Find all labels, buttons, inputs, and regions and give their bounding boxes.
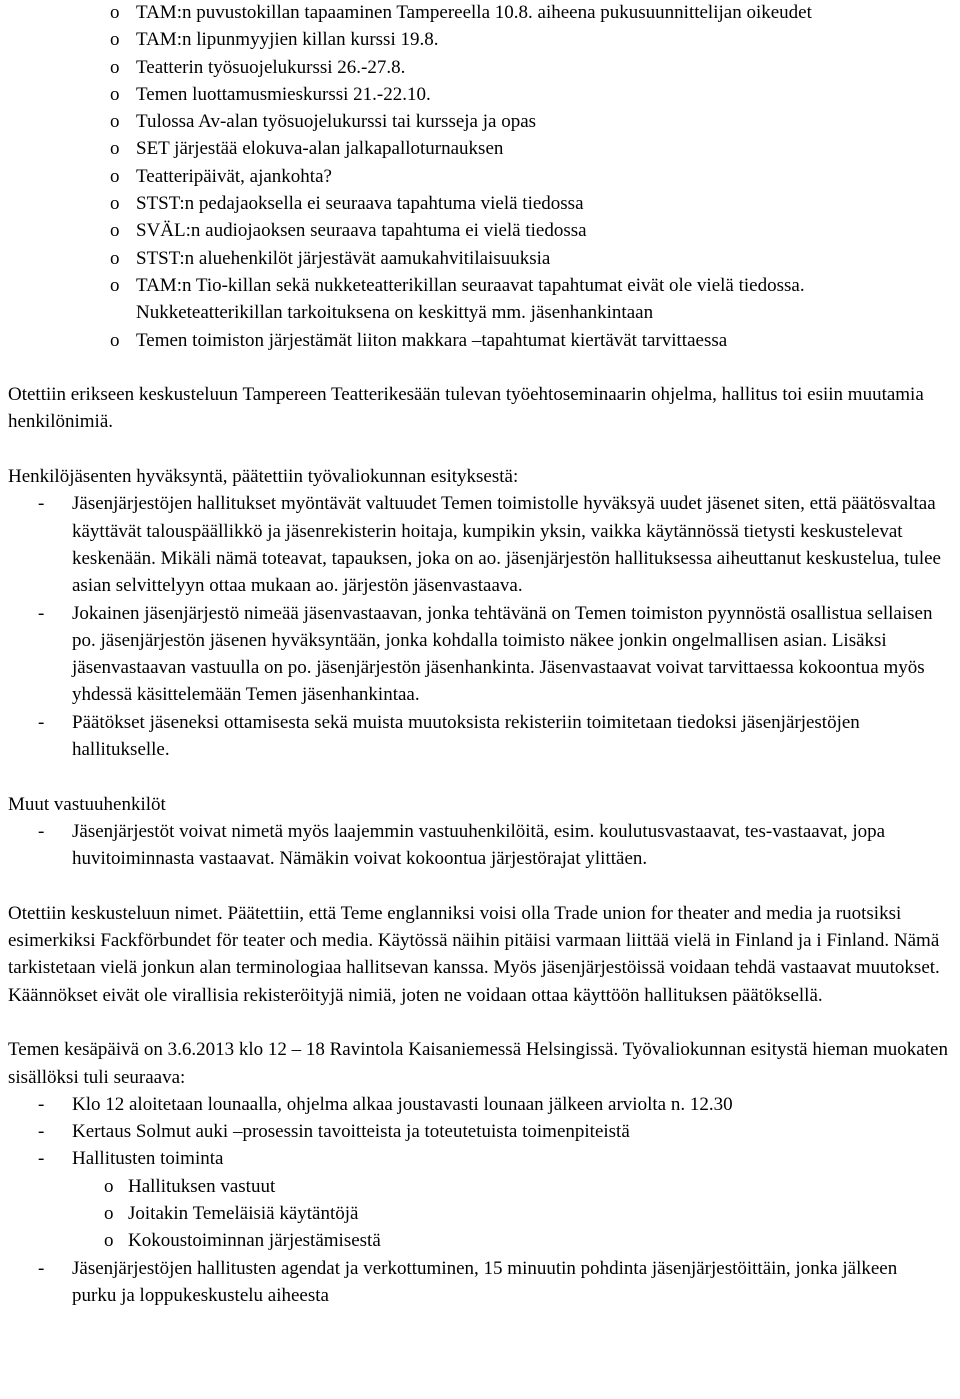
list-item-text: Tulossa Av-alan työsuojelukurssi tai kursseja ja opas bbox=[136, 111, 537, 133]
list-item-text: Kertaus Solmut auki –prosessin tavoitteista ja toteutetuista toimenpiteistä bbox=[72, 1121, 630, 1143]
bullet-marker: o bbox=[104, 1203, 114, 1225]
bullet-marker: o bbox=[110, 193, 120, 215]
list-item bbox=[8, 26, 952, 53]
list-item-text: Jäsenjärjestöjen hallitukset myöntävät valtuudet Temen toimistolle hyväksyä uudet jäsenet siten, että päätösvaltaa käyttävät talouspäällikkö ja jäsenrekisterin hoitaja, kumpikin yksin, vaikka käytännössä tietysti keskustelevat keskenään. Mikäli nämä toteavat, tapauksen, joka on ao. jäsenjärjestön hallituksessa aiheuttanut keskustelua, tulee asian selvittelyyn ottaa mukaan ao. järjestön jäsenvastaava. bbox=[72, 493, 941, 597]
names-paragraph: Otettiin keskusteluun nimet. Päätettiin, että Teme englanniksi voisi olla Trade union for theater and media ja ruotsiksi esimerkiksi Fackförbundet för teater och media. Käytössä näihin pitäisi varmaan liittää vielä in Finland ja i Finland. Nämä tarkistetaan vielä jonkun alan terminologiaa hallitsevan kanssa. Myös jäsenjärjestöissä voidaan tehdä vastaavat muutokset. Käännökset eivät ole virallisia rekisteröityjä nimiä, joten ne voidaan ottaa käyttöön hallituksen päätöksellä. bbox=[8, 902, 940, 1006]
list-item-text: SVÄL:n audiojaoksen seuraava tapahtuma ei vielä tiedossa bbox=[136, 220, 587, 242]
list-item-text: Jäsenjärjestöjen hallitusten agendat ja verkottuminen, 15 minuutin pohdinta jäsenjärjestöittäin, jonka jälkeen purku ja loppukeskustelu aiheesta bbox=[72, 1257, 898, 1306]
list-item-text: SET järjestää elokuva-alan jalkapalloturnauksen bbox=[136, 138, 504, 160]
list-item bbox=[8, 490, 952, 599]
list-item bbox=[8, 1091, 952, 1118]
dash-marker: - bbox=[38, 711, 45, 733]
spacer bbox=[8, 1009, 952, 1036]
membership-list bbox=[8, 490, 952, 763]
dash-marker: - bbox=[38, 602, 45, 624]
seminar-paragraph: Otettiin erikseen keskusteluun Tampereen Teatterikesään tulevan työehtoseminaarin ohjelma, hallitus toi esiin muutamia henkilönimiä. bbox=[8, 384, 924, 433]
bullet-marker: o bbox=[110, 29, 120, 51]
list-item bbox=[8, 245, 952, 272]
list-item bbox=[8, 600, 952, 709]
contacts-heading: Muut vastuuhenkilöt bbox=[8, 793, 166, 815]
dash-marker: - bbox=[38, 1121, 45, 1143]
list-item-text: Klo 12 aloitetaan lounaalla, ohjelma alkaa joustavasti lounaan jälkeen arviolta n. 12.30 bbox=[72, 1093, 733, 1115]
sub-list-item bbox=[8, 1173, 942, 1200]
list-item bbox=[8, 54, 952, 81]
dash-marker: - bbox=[38, 1093, 45, 1115]
list-item bbox=[8, 1145, 952, 1254]
summer-day-intro: Temen kesäpäivä on 3.6.2013 klo 12 – 18 Ravintola Kaisaniemessä Helsingissä. Työvaliokunnan esitystä hieman muokaten sisällöksi tuli seuraava: bbox=[8, 1039, 948, 1088]
spacer bbox=[8, 763, 952, 790]
list-item-text: Teatteripäivät, ajankohta? bbox=[136, 165, 332, 187]
list-item-text: TAM:n puvustokillan tapaaminen Tampereella 10.8. aiheena pukusuunnittelijan oikeudet bbox=[136, 2, 812, 23]
bullet-marker: o bbox=[110, 220, 120, 242]
sub-list-item bbox=[8, 1200, 942, 1227]
list-item bbox=[8, 709, 952, 764]
dash-marker: - bbox=[38, 1257, 45, 1279]
bullet-marker: o bbox=[110, 165, 120, 187]
list-item-text: STST:n pedajaoksella ei seuraava tapahtuma vielä tiedossa bbox=[136, 193, 584, 215]
sub-list-item-text: Kokoustoiminnan järjestämisestä bbox=[128, 1230, 381, 1252]
list-item bbox=[8, 108, 952, 135]
list-item-text: STST:n aluehenkilöt järjestävät aamukahvitilaisuuksia bbox=[136, 247, 551, 269]
list-item-text: Jokainen jäsenjärjestö nimeää jäsenvastaavan, jonka tehtävänä on Temen toimiston pyynnöstä osallistua sellaisen po. jäsenjärjestön jäsenen hyväksyntään, jonka kohdalla toimisto näkee jonkin ongelmallisen asian. Lisäksi jäsenvastaavan vastuulla on po. jäsenjärjestön jäsenhankinta. Jäsenvastaavat voivat tarvittaessa kokoontua myös yhdessä käsittelemään Temen jäsenhankintaa. bbox=[72, 602, 933, 706]
dash-marker: - bbox=[38, 493, 45, 515]
bullet-marker: o bbox=[104, 1175, 114, 1197]
dash-marker: - bbox=[38, 820, 45, 842]
bullet-marker: o bbox=[110, 274, 120, 296]
list-item-text: Temen luottamusmieskurssi 21.-22.10. bbox=[136, 83, 431, 105]
contacts-list bbox=[8, 818, 952, 873]
list-item bbox=[8, 1118, 952, 1145]
sub-list-item bbox=[8, 1227, 942, 1254]
list-item bbox=[8, 327, 952, 354]
sub-list-item-text: Hallituksen vastuut bbox=[128, 1175, 276, 1197]
list-item-text: Temen toimiston järjestämät liiton makkara –tapahtumat kiertävät tarvittaessa bbox=[136, 329, 728, 351]
spacer bbox=[8, 873, 952, 900]
list-item bbox=[8, 135, 952, 162]
list-item bbox=[8, 0, 952, 26]
dash-marker: - bbox=[38, 1148, 45, 1170]
bullet-marker: o bbox=[110, 329, 120, 351]
list-item bbox=[8, 818, 952, 873]
list-item-text: Hallitusten toiminta bbox=[72, 1148, 224, 1170]
bullet-marker: o bbox=[110, 2, 120, 23]
membership-intro: Henkilöjäsenten hyväksyntä, päätettiin työvaliokunnan esityksestä: bbox=[8, 466, 519, 488]
summer-day-list bbox=[8, 1091, 952, 1309]
sub-list-item-text: Joitakin Temeläisiä käytäntöjä bbox=[128, 1203, 359, 1225]
list-item bbox=[8, 217, 952, 244]
list-item-text: TAM:n lipunmyyjien killan kurssi 19.8. bbox=[136, 29, 439, 51]
list-item bbox=[8, 190, 952, 217]
bullet-marker: o bbox=[110, 83, 120, 105]
list-item-text: Päätökset jäseneksi ottamisesta sekä muista muutoksista rekisteriin toimitetaan tiedoksi jäsenjärjestöjen hallitukselle. bbox=[72, 711, 860, 761]
list-item bbox=[8, 81, 952, 108]
bullet-marker: o bbox=[104, 1230, 114, 1252]
bullet-marker: o bbox=[110, 111, 120, 133]
bullet-marker: o bbox=[110, 56, 120, 78]
spacer bbox=[8, 354, 952, 381]
event-list bbox=[8, 0, 952, 354]
spacer bbox=[8, 436, 952, 463]
list-item bbox=[8, 1255, 952, 1310]
list-item-text: Jäsenjärjestöt voivat nimetä myös laajemmin vastuuhenkilöitä, esim. koulutusvastaavat, tes-vastaavat, jopa huvitoiminnasta vastaavat. Nämäkin voivat kokoontua järjestörajat ylittäen. bbox=[72, 820, 886, 870]
list-item bbox=[8, 163, 952, 190]
board-activity-sublist bbox=[72, 1173, 942, 1255]
bullet-marker: o bbox=[110, 138, 120, 160]
list-item-text: TAM:n Tio-killan sekä nukketeatterikillan seuraavat tapahtumat eivät ole vielä tiedossa. Nukketeatterikillan tarkoituksena on keskittyä mm. jäsenhankintaan bbox=[136, 274, 805, 324]
list-item-text: Teatterin työsuojelukurssi 26.-27.8. bbox=[136, 56, 406, 78]
bullet-marker: o bbox=[110, 247, 120, 269]
list-item bbox=[8, 272, 952, 327]
